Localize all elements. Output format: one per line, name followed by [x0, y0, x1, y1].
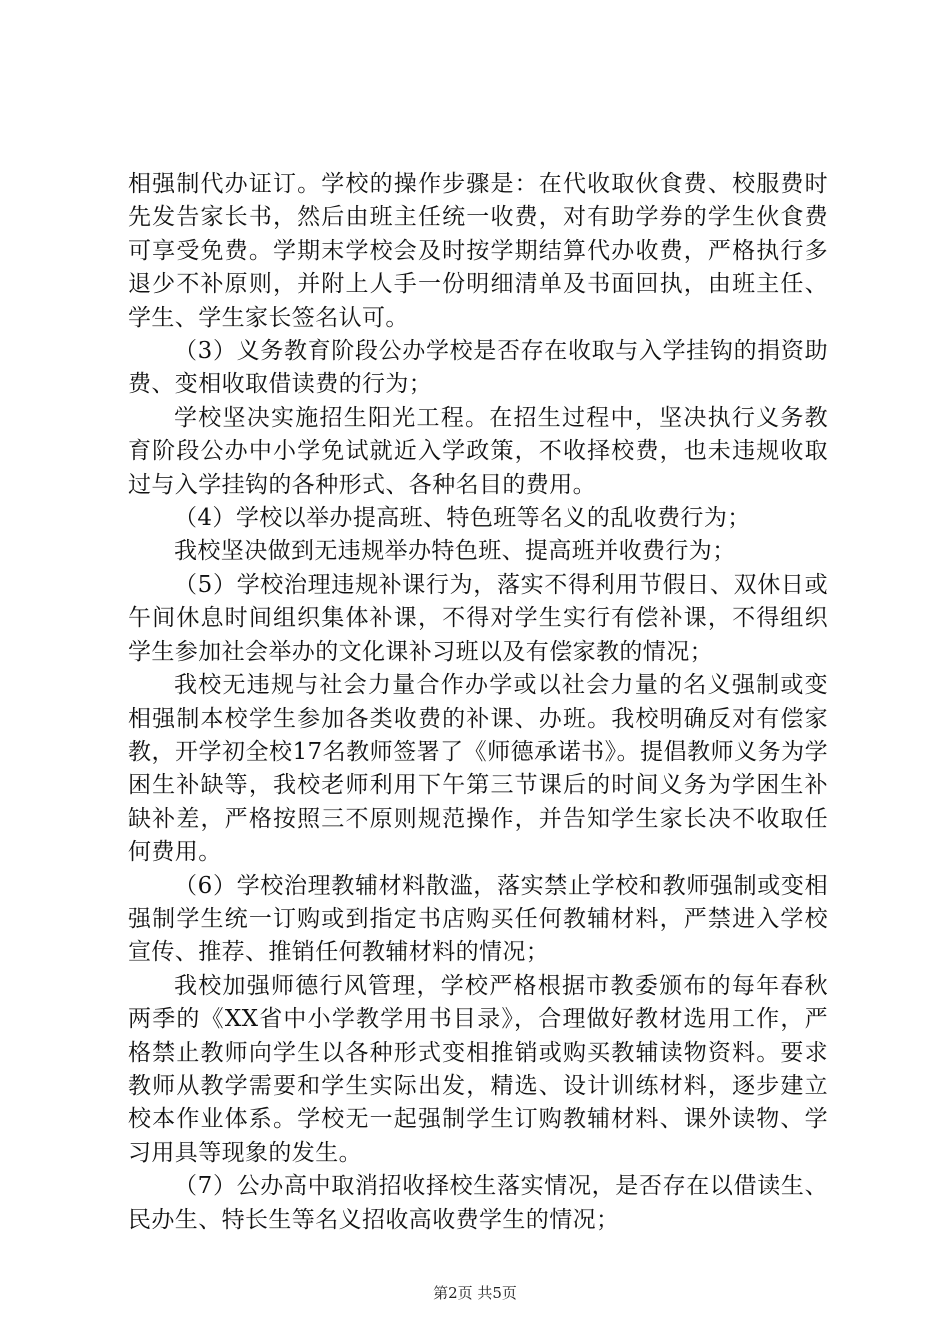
page-number-footer: 第2页 共5页: [433, 1284, 517, 1302]
document-body: [128, 168, 828, 1237]
paragraph-7: 我校无违规与社会力量合作办学或以社会力量的名义强制或变相强制本校学生参加各类收费的补课、办班。我校明确反对有偿家教，开学初全校17名教师签署了《师德承诺书》。提倡教师义务为学困生补缺等，我校老师利用下午第三节课后的时间义务为学困生补缺补差，严格按照三不原则规范操作，并告知学生家长决不收取任何费用。: [128, 672, 828, 866]
paragraph-5: 我校坚决做到无违规举办特色班、提高班并收费行为；: [174, 538, 736, 565]
paragraph-8: （6）学校治理教辅材料散滥，落实禁止学校和教师强制或变相强制学生统一订购或到指定书店购买任何教辅材料，严禁进入学校宣传、推荐、推销任何教辅材料的情况；: [128, 872, 828, 966]
paragraph-9: 我校加强师德行风管理，学校严格根据市教委颁布的每年春秋两季的《XX省中小学教学用书目录》，合理做好教材选用工作，严格禁止教师向学生以各种形式变相推销或购买教辅读物资料。要求教师从教学需要和学生实际出发，精选、设计训练材料，逐步建立校本作业体系。学校无一起强制学生订购教辅材料、课外读物、学习用具等现象的发生。: [128, 972, 828, 1166]
paragraph-4: （4）学校以举办提高班、特色班等名义的乱收费行为；: [174, 505, 751, 532]
paragraph-2: （3）义务教育阶段公办学校是否存在收取与入学挂钩的捐资助费、变相收取借读费的行为；: [128, 338, 828, 398]
paragraph-6: （5）学校治理违规补课行为，落实不得利用节假日、双休日或午间休息时间组织集体补课，不得对学生实行有偿补课，不得组织学生参加社会举办的文化课补习班以及有偿家教的情况；: [128, 571, 828, 665]
paragraph-3: 学校坚决实施招生阳光工程。在招生过程中，坚决执行义务教育阶段公办中小学免试就近入学政策，不收择校费，也未违规收取过与入学挂钩的各种形式、各种名目的费用。: [128, 404, 828, 498]
paragraph-10: （7）公办高中取消招收择校生落实情况，是否存在以借读生、民办生、特长生等名义招收高收费学生的情况；: [128, 1173, 828, 1233]
paragraph-1: 相强制代办证订。学校的操作步骤是：在代收取伙食费、校服费时先发告家长书，然后由班主任统一收费，对有助学券的学生伙食费可享受免费。学期末学校会及时按学期结算代办收费，严格执行多退少不补原则，并附上人手一份明细清单及书面回执，由班主任、学生、学生家长签名认可。: [128, 171, 828, 331]
